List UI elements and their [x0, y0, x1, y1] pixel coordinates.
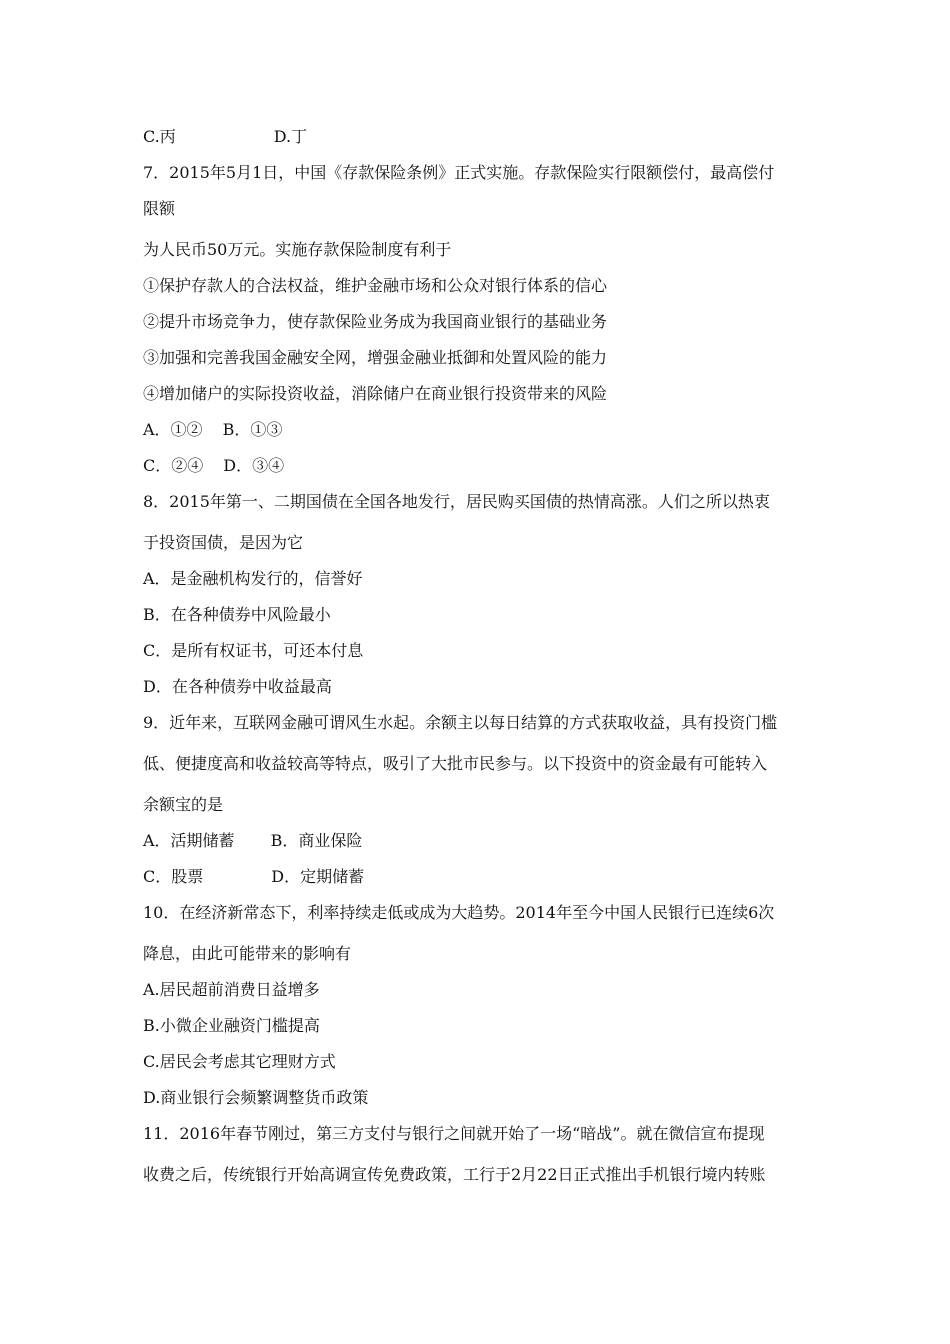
option-c: C.丙 [143, 127, 176, 146]
q7-stem-line-3: 为人民币50万元。实施存款保险制度有利于 [143, 240, 452, 259]
q7-stem-line-1: 7．2015年5月1日，中国《存款保险条例》正式实施。存款保险实行限额偿付，最高偿付 [143, 163, 775, 182]
q8-option-a: A．是金融机构发行的，信誉好 [143, 569, 363, 588]
q9-options-cd [143, 867, 364, 887]
option-d: D．③④ [223, 456, 285, 475]
q10-option-c: C.居民会考虑其它理财方式 [143, 1052, 336, 1071]
q7-item-3: ③加强和完善我国金融安全网，增强金融业抵御和处置风险的能力 [143, 348, 608, 367]
option-a: A．活期储蓄 [143, 831, 235, 850]
q7-options-cd [143, 456, 284, 476]
q10-option-d: D.商业银行会频繁调整货币政策 [143, 1088, 369, 1107]
q9-stem-line-2: 低、便捷度高和收益较高等特点，吸引了大批市民参与。以下投资中的资金最有可能转入 [143, 754, 768, 773]
q9-options-ab [143, 831, 362, 851]
option-c: C．股票 [143, 867, 204, 886]
q7-options-ab [143, 420, 282, 440]
previous-question-options-cd [143, 127, 307, 147]
option-c: C．②④ [143, 456, 204, 475]
q8-option-c: C．是所有权证书，可还本付息 [143, 641, 364, 660]
q7-item-2: ②提升市场竞争力，使存款保险业务成为我国商业银行的基础业务 [143, 312, 608, 331]
q10-stem-line-1: 10．在经济新常态下，利率持续走低或成为大趋势。2014年至今中国人民银行已连续6次 [143, 903, 775, 922]
q11-stem-line-1: 11．2016年春节刚过，第三方支付与银行之间就开始了一场“暗战”。就在微信宣布提现 [143, 1124, 765, 1143]
q7-stem-line-2: 限额 [143, 199, 176, 218]
option-b: B．商业保险 [270, 831, 363, 850]
q11-stem-line-2: 收费之后，传统银行开始高调宣传免费政策，工行于2月22日正式推出手机银行境内转账 [143, 1165, 766, 1184]
q7-item-4: ④增加储户的实际投资收益，消除储户在商业银行投资带来的风险 [143, 384, 608, 403]
q8-stem-line-1: 8．2015年第一、二期国债在全国各地发行，居民购买国债的热情高涨。人们之所以热衷 [143, 492, 770, 511]
q8-option-b: B．在各种债券中风险最小 [143, 605, 331, 624]
option-d: D.丁 [273, 127, 308, 146]
q8-option-d: D．在各种债券中收益最高 [143, 677, 332, 696]
option-d: D．定期储蓄 [271, 867, 365, 886]
q8-stem-line-2: 于投资国债，是因为它 [143, 533, 304, 552]
option-a: A．①② [143, 420, 203, 439]
q7-item-1: ①保护存款人的合法权益，维护金融市场和公众对银行体系的信心 [143, 276, 608, 295]
q10-option-b: B.小微企业融资门槛提高 [143, 1016, 320, 1035]
q10-option-a: A.居民超前消费日益增多 [143, 980, 320, 999]
q9-stem-line-3: 余额宝的是 [143, 795, 224, 814]
q10-stem-line-2: 降息，由此可能带来的影响有 [143, 944, 352, 963]
option-b: B．①③ [222, 420, 283, 439]
q9-stem-line-1: 9．近年来，互联网金融可谓风生水起。余额主以每日结算的方式获取收益，具有投资门槛 [143, 713, 778, 732]
